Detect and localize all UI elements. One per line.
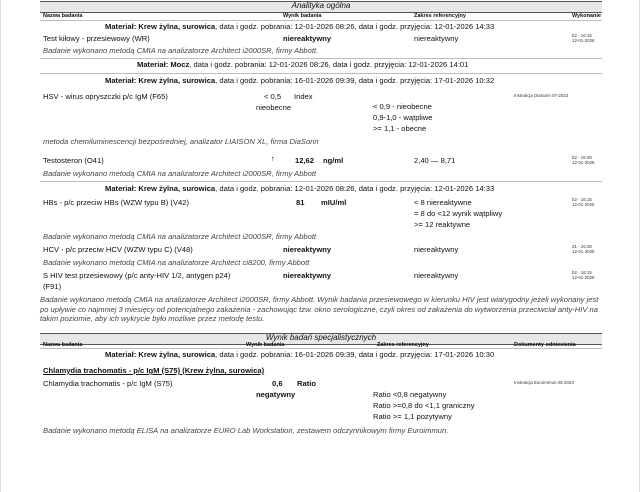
performed-stamp: b2 - 16:48 12-01-2026 [572,155,595,165]
method-note-wr: Badanie wykonano metodą CMIA na analizatorze Architect i2000SR, firmy Abbott. [43,46,319,55]
range-testosterone: 2,40 — 8,71 [414,156,456,165]
value-hbs: 81 [296,198,305,207]
range-hiv: niereaktywny [414,271,459,280]
divider [40,348,602,349]
method-note-hcv: Badanie wykonano metodą CMIA na analizatorze Architect ci8200, firmy Abbott [43,258,310,267]
method-note-hiv: Badanie wykonano metodą CMIA na analizatorze Architect i2000SR, firmy Abbott. Wynik badania przesiewowego w kierunku HIV jest wiarygodny jeżeli wykonany jest po upływie co najmniej 3 miesięcy od potencjalnego zakażenia - zachowując tzw. okno serologiczne, czyli okres od zakażenia do wytworzenia przeciwciał anty-HIV na takim poziomie, aby ich wykrycie było możliwe przez metodę testu. [40,295,599,323]
high-flag-icon: ↑ [271,154,275,163]
test-name-hcv: HCV - p/c przeciw HCV (WZW typu C) (V48) [43,245,193,254]
col-header-result: Wynik badania [283,13,322,19]
range-hsv-3: >= 1,1 - obecne [373,124,427,133]
col-header-test: Nazwa badania [43,13,83,19]
result-wr: niereaktywny [283,34,332,43]
performed-stamp: d1 - 15:48 12-01-2026 [572,244,595,254]
divider [40,73,602,74]
test-name-wr: Test kiłowy - przesiewowy (WR) [43,34,150,43]
method-note-hbs: Badanie wykonano metodą CMIA na analizatorze Architect i2000SR, firmy Abbott [43,232,317,241]
material-header: Materiał: Krew żylna, surowica, data i godz. pobrania: 12-01-2026 08:26, data i godz. przyjęcia: 12-01-2026 14:33 [105,22,495,31]
range-hbs-2: = 8 do <12 wynik wątpliwy [414,209,503,218]
interp-chlamydia: negatywny [256,390,296,399]
method-note-chlamydia: Badanie wykonano metodą ELISA na analizatorze EURO Lab Workstation, zestawem odczynnikowym firmy Euroimmun. [43,426,449,435]
range-hbs-1: < 8 niereaktywne [414,198,472,207]
unit-hsv: Index [294,92,313,101]
material-header: Materiał: Krew żylna, surowica, data i godz. pobrania: 16-01-2026 09:39, data i godz. przyjęcia: 17-01-2026 10:32 [105,76,495,85]
col-header-docs: Dokumenty odniesienia [514,342,576,348]
performed-stamp: b2 - 16:15 12-01-2026 [572,33,595,43]
material-header: Materiał: Krew żylna, surowica, data i godz. pobrania: 12-01-2026 08:26, data i godz. przyjęcia: 12-01-2026 14:33 [105,184,495,193]
method-note-testosterone: Badanie wykonano metodą CMIA na analizatorze Architect i2000SR, firmy Abbott [43,169,317,178]
test-group-chlamydia: Chlamydia trachomatis - p/c IgM (S75) (Krew żylna, surowica) [43,366,265,375]
test-code-hiv: (F91) [43,282,62,291]
performed-stamp: b2 - 16:15 12-01-2026 [572,197,595,207]
section-title-specialist: Wynik badań specjalistycznych [265,333,377,342]
range-hbs-3: >= 12 reaktywne [414,220,471,229]
col-header-range: Zakres referencyjny [414,13,466,19]
test-name-hiv: S HIV test przesiewowy (p/c anty-HIV 1/2, antygen p24) [43,271,231,280]
reference-doc: Instrukcja Euroimmun 05-2023 [514,380,574,385]
range-hsv-2: 0,9-1,0 - wątpliwe [373,113,433,122]
range-hsv-1: < 0,9 - nieobecne [373,102,432,111]
range-chlamydia-2: Ratio >=0,8 do <1,1 graniczny [373,401,475,410]
test-name-hbs: HBs - p/c przeciw HBs (WZW typu B) (V42) [43,198,189,207]
material-header: Materiał: Krew żylna, surowica, data i godz. pobrania: 16-01-2026 09:39, data i godz. przyjęcia: 17-01-2026 10:30 [105,350,495,359]
col-header-range: Zakres referencyjny [377,342,429,348]
value-testosterone: 12,62 [295,156,315,165]
test-name-chlamydia: Chlamydia trachomatis - p/c IgM (S75) [43,379,173,388]
page-edge-left [0,0,1,492]
unit-hbs: mIU/ml [321,198,347,207]
material-header: Materiał: Mocz, data i godz. pobrania: 12-01-2026 08:26, data i godz. przyjęcia: 12-01-2026 14:01 [137,60,469,69]
interp-hsv: nieobecne [256,103,292,112]
result-hiv: niereaktywny [283,271,332,280]
divider [40,58,602,59]
range-chlamydia-1: Ratio <0,8 negatywny [373,390,447,399]
range-wr: niereaktywny [414,34,459,43]
value-chlamydia: 0,6 [272,379,283,388]
range-chlamydia-3: Ratio >= 1,1 pozytywny [373,412,452,421]
col-header-result: Wynik badania [246,342,285,348]
value-hsv: < 0,5 [264,92,282,101]
divider [40,181,602,182]
divider [40,20,602,21]
test-name-testosterone: Testosteron (O41) [43,156,104,165]
performed-stamp: b2 - 16:15 12-01-2026 [572,270,595,280]
section-title-general: Analityka ogólna [291,1,351,10]
unit-chlamydia: Ratio [297,379,316,388]
range-hcv: niereaktywny [414,245,459,254]
result-hcv: niereaktywny [283,245,332,254]
reference-doc: Instrukcja DiaSorin 07-2022 [514,93,569,98]
col-header-test: Nazwa badania [43,342,83,348]
test-name-hsv: HSV - wirus opryszczki p/c IgM (F65) [43,92,168,101]
method-note-hsv: metoda chemiluminescencji bezpośredniej, analizator LIAISON XL, firma DiaSorin [43,137,319,146]
col-header-performed: Wykonanie [572,13,601,19]
unit-testosterone: ng/ml [323,156,344,165]
